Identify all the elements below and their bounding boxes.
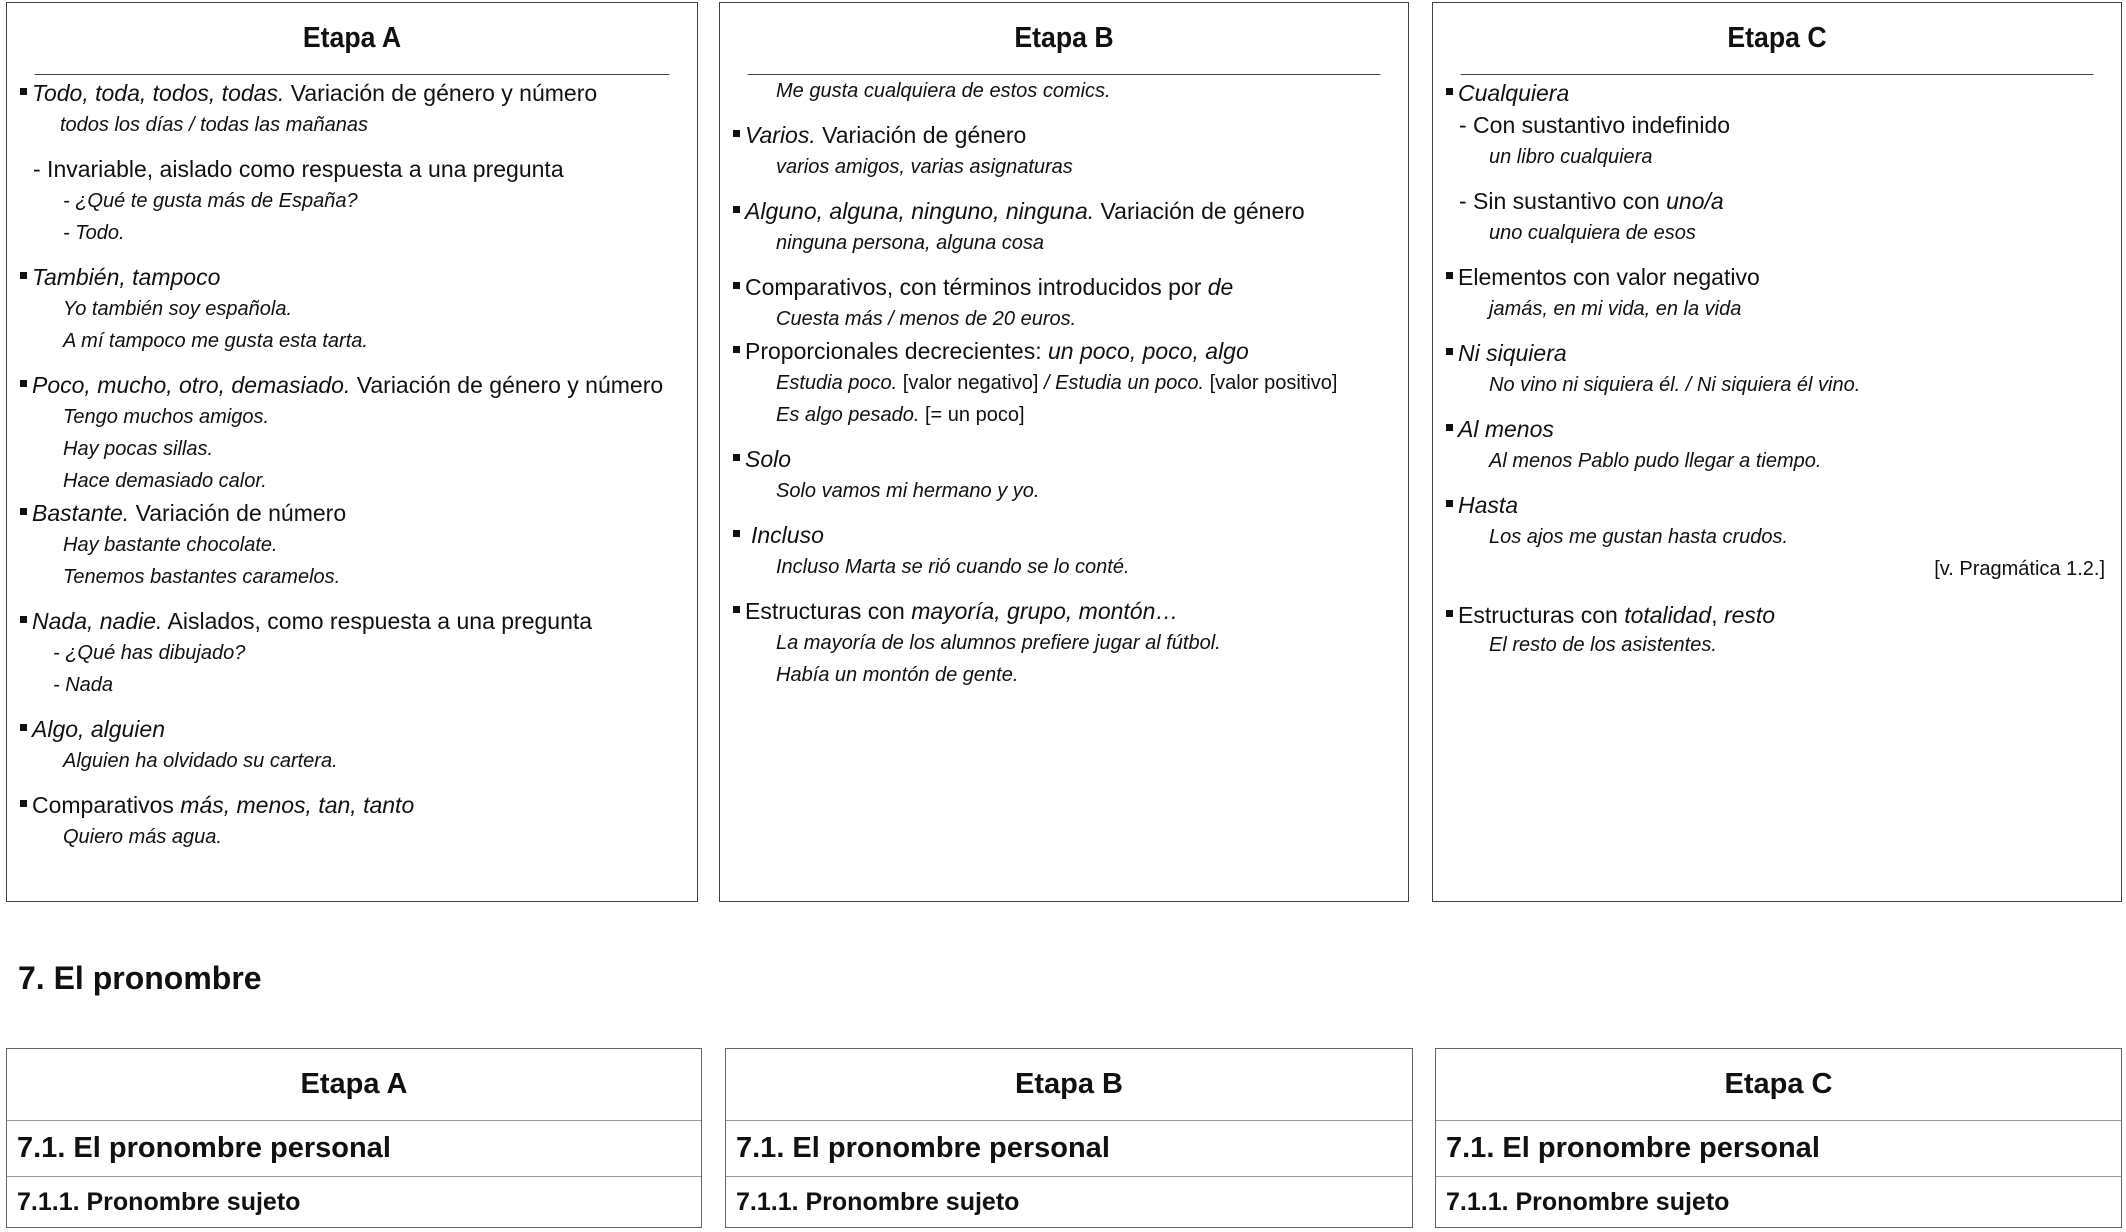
bullet-square-icon xyxy=(20,616,27,623)
list-item: Cualquiera xyxy=(1445,77,2105,109)
subsection-title: 7.1. El pronombre personal xyxy=(726,1121,1412,1177)
cross-reference: [v. Pragmática 1.2.] xyxy=(1934,558,2105,580)
subsubsection-title: 7.1.1. Pronombre sujeto xyxy=(17,1187,301,1216)
example-text: varios amigos, varias asignaturas xyxy=(776,156,1073,178)
sub-item: - Invariable, aislado como respuesta a una pregunta xyxy=(33,156,564,182)
bullet-square-icon xyxy=(20,88,27,95)
bullet-square-icon xyxy=(20,800,27,807)
table-etapa-b xyxy=(725,1048,1413,1228)
example-text: Había un montón de gente. xyxy=(776,664,1019,686)
list-item: Bastante. Variación de número xyxy=(19,497,681,529)
table-header: Etapa C xyxy=(1436,1049,2121,1121)
list-item: Solo xyxy=(732,443,1392,475)
example-text: Al menos Pablo pudo llegar a tiempo. xyxy=(1489,450,1822,472)
panel-body xyxy=(1433,75,2121,659)
list-item: Ni siquiera xyxy=(1445,337,2105,369)
list-item: Varios. Variación de género xyxy=(732,119,1392,151)
panel-title: Etapa C xyxy=(1461,3,2094,75)
bullet-square-icon xyxy=(733,206,740,213)
example-text: Los ajos me gustan hasta crudos. xyxy=(1489,526,1789,548)
example-text: un libro cualquiera xyxy=(1489,146,1653,168)
table-etapa-c xyxy=(1435,1048,2122,1228)
list-item: Algo, alguien xyxy=(19,713,681,745)
bullet-square-icon xyxy=(1446,348,1453,355)
example-text: Hay bastante chocolate. xyxy=(63,534,278,556)
example-text: No vino ni siquiera él. / Ni siquiera él vino. xyxy=(1489,374,1861,396)
sub-item: - Con sustantivo indefinido xyxy=(1459,112,1731,138)
bullet-square-icon xyxy=(1446,272,1453,279)
section-title: 7. El pronombre xyxy=(18,960,262,996)
panel-body xyxy=(7,75,697,853)
bullet-square-icon xyxy=(733,130,740,137)
example-text: Es algo pesado. [= un poco] xyxy=(776,404,1025,426)
example-text: - ¿Qué te gusta más de España? xyxy=(63,190,358,212)
list-item: Todo, toda, todos, todas. Variación de género y número xyxy=(19,77,681,109)
example-text: Hace demasiado calor. xyxy=(63,470,267,492)
example-text: Alguien ha olvidado su cartera. xyxy=(63,750,338,772)
example-text: Incluso Marta se rió cuando se lo conté. xyxy=(776,556,1130,578)
bullet-square-icon xyxy=(1446,424,1453,431)
bullet-square-icon xyxy=(20,508,27,515)
list-item: También, tampoco xyxy=(19,261,681,293)
example-text: La mayoría de los alumnos prefiere jugar al fútbol. xyxy=(776,632,1221,654)
bullet-square-icon xyxy=(733,346,740,353)
example-text: Tengo muchos amigos. xyxy=(63,406,270,428)
list-item: Alguno, alguna, ninguno, ninguna. Variación de género xyxy=(732,195,1392,227)
example-text: - Nada xyxy=(53,674,114,696)
bullet-square-icon xyxy=(20,380,27,387)
bullet-square-icon xyxy=(1446,500,1453,507)
example-text: Quiero más agua. xyxy=(63,826,222,848)
example-text: Hay pocas sillas. xyxy=(63,438,214,460)
list-item: Incluso xyxy=(732,519,1392,551)
bullet-square-icon xyxy=(20,272,27,279)
example-text: Yo también soy española. xyxy=(63,298,293,320)
bullet-square-icon xyxy=(733,530,740,537)
bullet-square-icon xyxy=(20,724,27,731)
table-etapa-a xyxy=(6,1048,702,1228)
bullet-square-icon xyxy=(733,282,740,289)
list-item: Nada, nadie. Aislados, como respuesta a una pregunta xyxy=(19,605,681,637)
list-item: Hasta xyxy=(1445,489,2105,521)
panel-title: Etapa A xyxy=(35,3,670,75)
bullet-square-icon xyxy=(733,454,740,461)
list-item: Poco, mucho, otro, demasiado. Variación de género y número xyxy=(19,369,681,401)
example-text: Estudia poco. [valor negativo] / Estudia un poco. [valor positivo] xyxy=(776,372,1338,394)
bullet-square-icon xyxy=(733,606,740,613)
example-text: A mí tampoco me gusta esta tarta. xyxy=(63,330,368,352)
panel-etapa-b xyxy=(719,2,1409,902)
example-text: Tenemos bastantes caramelos. xyxy=(63,566,341,588)
example-text: ninguna persona, alguna cosa xyxy=(776,232,1044,254)
bullet-square-icon xyxy=(1446,88,1453,95)
example-text: uno cualquiera de esos xyxy=(1489,222,1696,244)
example-text: Solo vamos mi hermano y yo. xyxy=(776,480,1040,502)
example-text: Cuesta más / menos de 20 euros. xyxy=(776,308,1077,330)
list-item: Proporcionales decrecientes: un poco, poco, algo xyxy=(732,335,1392,367)
example-text: El resto de los asistentes. xyxy=(1489,634,1717,656)
table-header: Etapa B xyxy=(726,1049,1412,1121)
panel-title: Etapa B xyxy=(748,3,1381,75)
list-item: Estructuras con mayoría, grupo, montón… xyxy=(732,595,1392,627)
subsection-title: 7.1. El pronombre personal xyxy=(7,1121,701,1177)
list-item: Comparativos más, menos, tan, tanto xyxy=(19,789,681,821)
example-text: todos los días / todas las mañanas xyxy=(60,114,368,136)
bullet-square-icon xyxy=(1446,610,1453,617)
list-item: Elementos con valor negativo xyxy=(1445,261,2105,293)
example-text: - Todo. xyxy=(63,222,125,244)
subsubsection-title: 7.1.1. Pronombre sujeto xyxy=(1446,1187,1730,1216)
subsection-title: 7.1. El pronombre personal xyxy=(1436,1121,2121,1177)
panel-etapa-a xyxy=(6,2,698,902)
example-text: jamás, en mi vida, en la vida xyxy=(1489,298,1742,320)
example-text: Me gusta cualquiera de estos comics. xyxy=(776,80,1111,102)
list-item: Comparativos, con términos introducidos por de xyxy=(732,271,1392,303)
panel-body xyxy=(720,75,1408,691)
example-text: - ¿Qué has dibujado? xyxy=(53,642,246,664)
list-item: Al menos xyxy=(1445,413,2105,445)
list-item: Estructuras con totalidad, resto xyxy=(1445,599,2105,631)
sub-item: - Sin sustantivo con uno/a xyxy=(1459,188,1724,214)
table-header: Etapa A xyxy=(7,1049,701,1121)
panel-etapa-c xyxy=(1432,2,2122,902)
subsubsection-title: 7.1.1. Pronombre sujeto xyxy=(736,1187,1020,1216)
